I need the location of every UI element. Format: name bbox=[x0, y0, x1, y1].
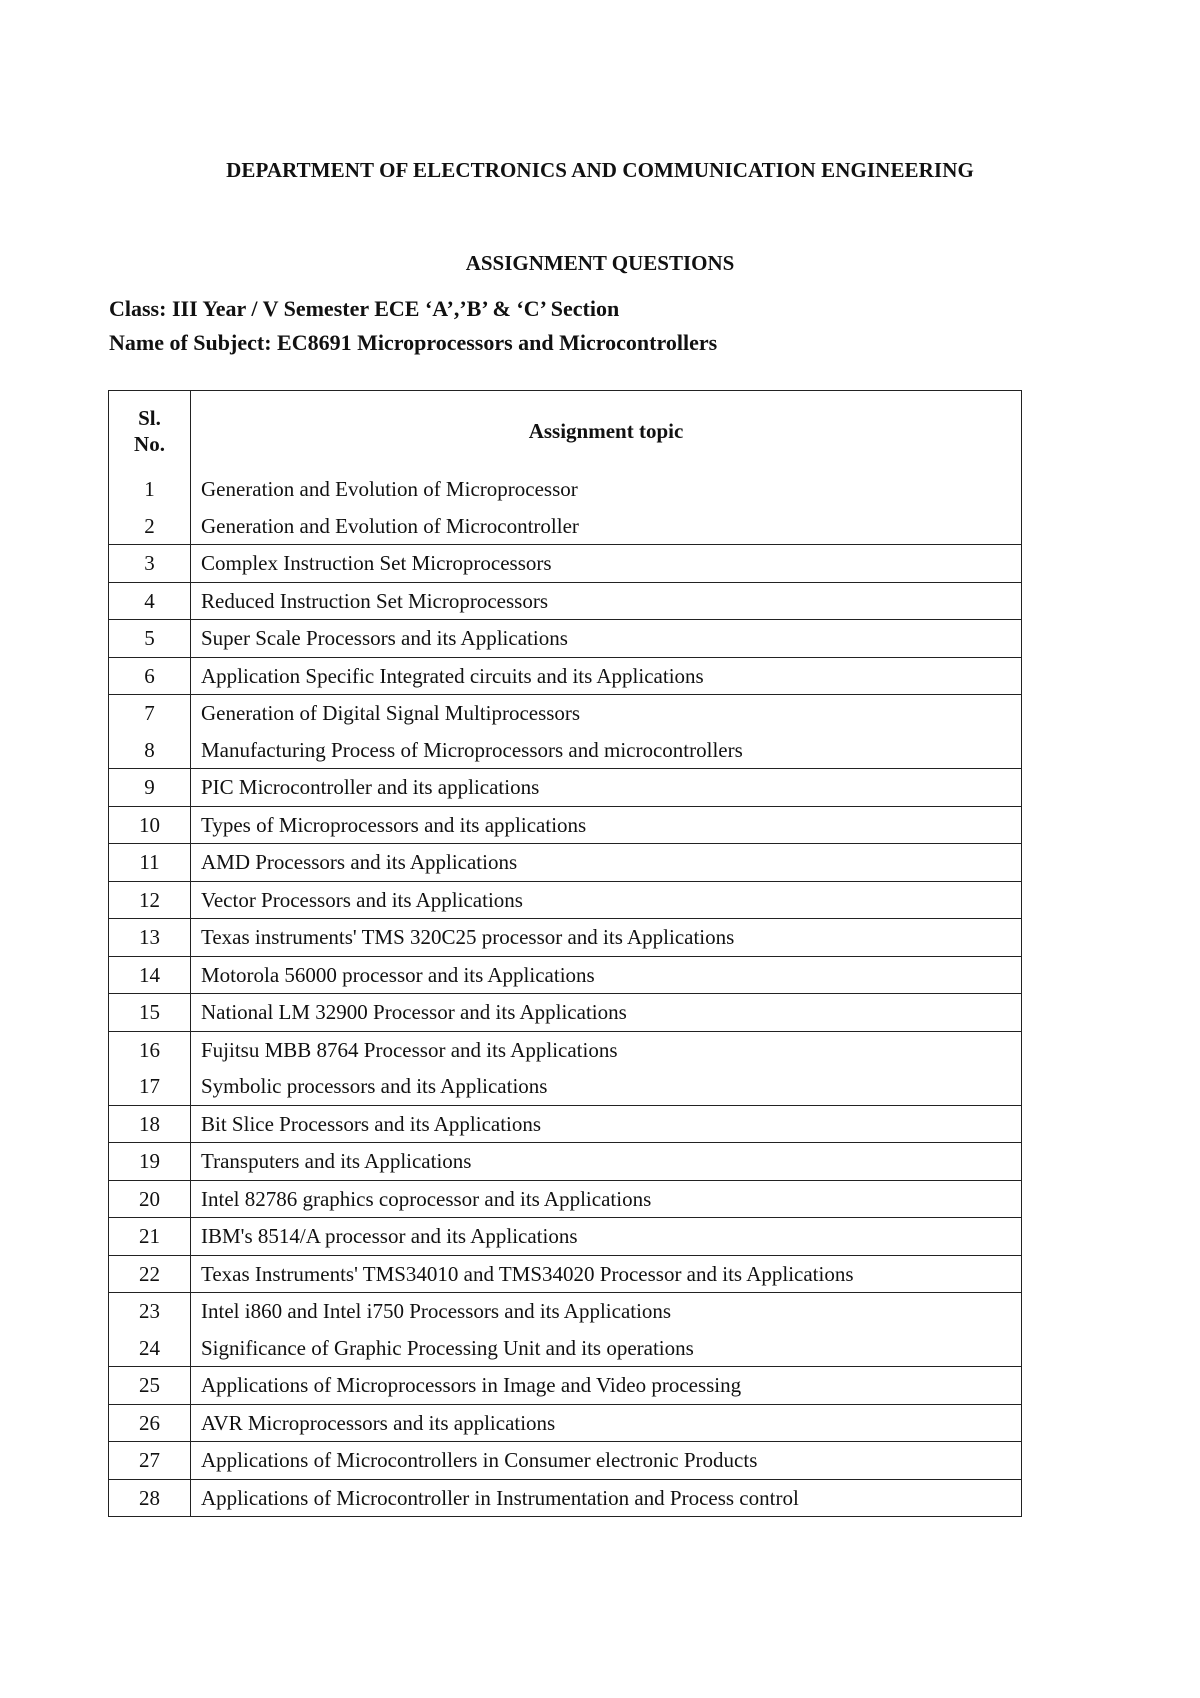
row-serial-number: 14 bbox=[109, 956, 191, 994]
table-row bbox=[109, 545, 1022, 583]
table-row bbox=[109, 956, 1022, 994]
row-topic: Vector Processors and its Applications bbox=[191, 881, 1022, 919]
row-serial-number: 3 bbox=[109, 545, 191, 583]
row-serial-number: 25 bbox=[109, 1367, 191, 1405]
row-serial-number: 24 bbox=[109, 1330, 191, 1367]
table-row bbox=[109, 732, 1022, 769]
department-heading: DEPARTMENT OF ELECTRONICS AND COMMUNICATION ENGINEERING bbox=[226, 158, 974, 182]
row-serial-number: 17 bbox=[109, 1068, 191, 1105]
row-serial-number: 23 bbox=[109, 1293, 191, 1330]
row-topic: Reduced Instruction Set Microprocessors bbox=[191, 582, 1022, 620]
row-serial-number: 20 bbox=[109, 1180, 191, 1218]
column-header-serial-number bbox=[109, 391, 191, 472]
row-serial-number: 16 bbox=[109, 1031, 191, 1068]
row-serial-number: 1 bbox=[109, 471, 191, 508]
assignment-table bbox=[108, 390, 1022, 1517]
row-serial-number: 19 bbox=[109, 1143, 191, 1181]
table-row bbox=[109, 582, 1022, 620]
table-row bbox=[109, 657, 1022, 695]
table-row bbox=[109, 1293, 1022, 1330]
column-header-serial-line2: No. bbox=[134, 432, 165, 456]
row-serial-number: 12 bbox=[109, 881, 191, 919]
table-row bbox=[109, 1068, 1022, 1105]
row-topic: Fujitsu MBB 8764 Processor and its Applications bbox=[191, 1031, 1022, 1068]
row-topic: PIC Microcontroller and its applications bbox=[191, 769, 1022, 807]
table-row bbox=[109, 695, 1022, 732]
row-topic: Texas instruments' TMS 320C25 processor and its Applications bbox=[191, 919, 1022, 957]
row-topic: Bit Slice Processors and its Applications bbox=[191, 1105, 1022, 1143]
table-row bbox=[109, 1367, 1022, 1405]
row-serial-number: 26 bbox=[109, 1404, 191, 1442]
table-header-row bbox=[109, 391, 1022, 472]
row-topic: Intel i860 and Intel i750 Processors and its Applications bbox=[191, 1293, 1022, 1330]
row-serial-number: 7 bbox=[109, 695, 191, 732]
row-topic: Applications of Microcontroller in Instrumentation and Process control bbox=[191, 1479, 1022, 1517]
row-topic: Complex Instruction Set Microprocessors bbox=[191, 545, 1022, 583]
table-row bbox=[109, 1031, 1022, 1068]
row-topic: AVR Microprocessors and its applications bbox=[191, 1404, 1022, 1442]
row-serial-number: 4 bbox=[109, 582, 191, 620]
column-header-serial-line1: Sl. bbox=[138, 406, 161, 430]
row-topic: Significance of Graphic Processing Unit and its operations bbox=[191, 1330, 1022, 1367]
row-serial-number: 21 bbox=[109, 1218, 191, 1256]
row-serial-number: 2 bbox=[109, 508, 191, 545]
row-topic: Symbolic processors and its Applications bbox=[191, 1068, 1022, 1105]
table-body bbox=[109, 471, 1022, 1517]
row-topic: Transputers and its Applications bbox=[191, 1143, 1022, 1181]
row-topic: IBM's 8514/A processor and its Applications bbox=[191, 1218, 1022, 1256]
row-serial-number: 8 bbox=[109, 732, 191, 769]
row-topic: Generation and Evolution of Microprocessor bbox=[191, 471, 1022, 508]
row-topic: Applications of Microcontrollers in Consumer electronic Products bbox=[191, 1442, 1022, 1480]
table-row bbox=[109, 1330, 1022, 1367]
row-serial-number: 18 bbox=[109, 1105, 191, 1143]
row-topic: Texas Instruments' TMS34010 and TMS34020 Processor and its Applications bbox=[191, 1255, 1022, 1293]
table-row bbox=[109, 471, 1022, 508]
row-serial-number: 5 bbox=[109, 620, 191, 658]
row-topic: Types of Microprocessors and its applications bbox=[191, 806, 1022, 844]
row-topic: Application Specific Integrated circuits and its Applications bbox=[191, 657, 1022, 695]
table-row bbox=[109, 1255, 1022, 1293]
row-serial-number: 10 bbox=[109, 806, 191, 844]
page-title: ASSIGNMENT QUESTIONS bbox=[465, 251, 735, 275]
table-row bbox=[109, 806, 1022, 844]
row-serial-number: 11 bbox=[109, 844, 191, 882]
row-topic: Manufacturing Process of Microprocessors and microcontrollers bbox=[191, 732, 1022, 769]
row-topic: Super Scale Processors and its Applications bbox=[191, 620, 1022, 658]
subject-line: Name of Subject: EC8691 Microprocessors and Microcontrollers bbox=[109, 330, 718, 355]
table-row bbox=[109, 881, 1022, 919]
table-row bbox=[109, 1218, 1022, 1256]
row-topic: Applications of Microprocessors in Image and Video processing bbox=[191, 1367, 1022, 1405]
table-row bbox=[109, 769, 1022, 807]
row-topic: Intel 82786 graphics coprocessor and its Applications bbox=[191, 1180, 1022, 1218]
row-topic: Motorola 56000 processor and its Applications bbox=[191, 956, 1022, 994]
class-line: Class: III Year / V Semester ECE ‘A’,’B’ & ‘C’ Section bbox=[109, 296, 620, 321]
table-row bbox=[109, 1180, 1022, 1218]
table-row bbox=[109, 844, 1022, 882]
table-row bbox=[109, 1143, 1022, 1181]
table-row bbox=[109, 508, 1022, 545]
row-topic: National LM 32900 Processor and its Applications bbox=[191, 994, 1022, 1032]
row-serial-number: 6 bbox=[109, 657, 191, 695]
table-row bbox=[109, 994, 1022, 1032]
row-serial-number: 15 bbox=[109, 994, 191, 1032]
table-row bbox=[109, 919, 1022, 957]
row-topic: Generation of Digital Signal Multiprocessors bbox=[191, 695, 1022, 732]
row-topic: AMD Processors and its Applications bbox=[191, 844, 1022, 882]
row-serial-number: 27 bbox=[109, 1442, 191, 1480]
table-row bbox=[109, 1404, 1022, 1442]
row-topic: Generation and Evolution of Microcontroller bbox=[191, 508, 1022, 545]
table-row bbox=[109, 620, 1022, 658]
table-row bbox=[109, 1479, 1022, 1517]
row-serial-number: 22 bbox=[109, 1255, 191, 1293]
row-serial-number: 13 bbox=[109, 919, 191, 957]
table-row bbox=[109, 1442, 1022, 1480]
table-row bbox=[109, 1105, 1022, 1143]
column-header-topic: Assignment topic bbox=[191, 391, 1022, 472]
row-serial-number: 28 bbox=[109, 1479, 191, 1517]
row-serial-number: 9 bbox=[109, 769, 191, 807]
